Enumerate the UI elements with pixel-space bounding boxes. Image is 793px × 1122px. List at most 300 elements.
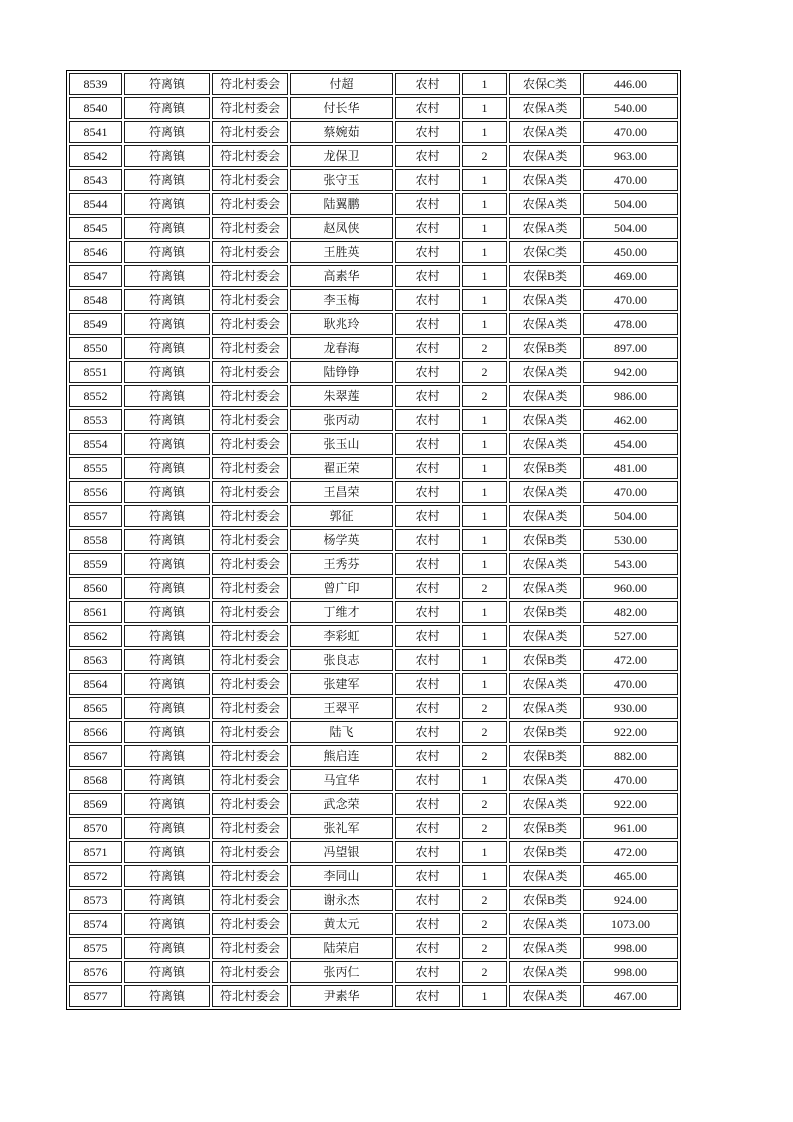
cell-person-count: 2 xyxy=(462,913,507,935)
cell-area-type: 农村 xyxy=(395,625,460,647)
cell-town: 符离镇 xyxy=(124,337,210,359)
cell-serial-number: 8551 xyxy=(69,361,122,383)
table-row xyxy=(69,649,678,671)
cell-insurance-class: 农保C类 xyxy=(509,73,581,95)
cell-area-type: 农村 xyxy=(395,673,460,695)
cell-town: 符离镇 xyxy=(124,865,210,887)
cell-serial-number: 8567 xyxy=(69,745,122,767)
cell-amount: 472.00 xyxy=(583,841,678,863)
cell-person-count: 2 xyxy=(462,817,507,839)
cell-person-name: 张礼军 xyxy=(290,817,393,839)
table-row xyxy=(69,193,678,215)
cell-person-name: 李彩虹 xyxy=(290,625,393,647)
cell-town: 符离镇 xyxy=(124,841,210,863)
cell-village-committee: 符北村委会 xyxy=(212,265,288,287)
cell-serial-number: 8552 xyxy=(69,385,122,407)
cell-person-count: 2 xyxy=(462,745,507,767)
cell-village-committee: 符北村委会 xyxy=(212,529,288,551)
cell-serial-number: 8547 xyxy=(69,265,122,287)
cell-person-count: 2 xyxy=(462,361,507,383)
cell-serial-number: 8549 xyxy=(69,313,122,335)
cell-town: 符离镇 xyxy=(124,553,210,575)
cell-person-name: 张玉山 xyxy=(290,433,393,455)
cell-person-name: 陆铮铮 xyxy=(290,361,393,383)
cell-person-count: 2 xyxy=(462,721,507,743)
cell-person-count: 1 xyxy=(462,97,507,119)
cell-town: 符离镇 xyxy=(124,769,210,791)
cell-insurance-class: 农保A类 xyxy=(509,433,581,455)
cell-town: 符离镇 xyxy=(124,361,210,383)
cell-serial-number: 8559 xyxy=(69,553,122,575)
cell-town: 符离镇 xyxy=(124,409,210,431)
cell-person-name: 赵凤侠 xyxy=(290,217,393,239)
cell-area-type: 农村 xyxy=(395,721,460,743)
cell-area-type: 农村 xyxy=(395,769,460,791)
cell-town: 符离镇 xyxy=(124,529,210,551)
cell-town: 符离镇 xyxy=(124,169,210,191)
cell-area-type: 农村 xyxy=(395,73,460,95)
cell-serial-number: 8571 xyxy=(69,841,122,863)
cell-serial-number: 8539 xyxy=(69,73,122,95)
cell-area-type: 农村 xyxy=(395,457,460,479)
cell-person-name: 武念荣 xyxy=(290,793,393,815)
cell-area-type: 农村 xyxy=(395,793,460,815)
cell-amount: 998.00 xyxy=(583,961,678,983)
cell-amount: 1073.00 xyxy=(583,913,678,935)
cell-amount: 467.00 xyxy=(583,985,678,1007)
cell-serial-number: 8548 xyxy=(69,289,122,311)
cell-amount: 922.00 xyxy=(583,721,678,743)
cell-person-count: 1 xyxy=(462,73,507,95)
cell-area-type: 农村 xyxy=(395,145,460,167)
cell-person-count: 2 xyxy=(462,697,507,719)
cell-village-committee: 符北村委会 xyxy=(212,865,288,887)
cell-town: 符离镇 xyxy=(124,697,210,719)
table-row xyxy=(69,97,678,119)
cell-area-type: 农村 xyxy=(395,169,460,191)
cell-area-type: 农村 xyxy=(395,961,460,983)
cell-insurance-class: 农保A类 xyxy=(509,697,581,719)
cell-serial-number: 8540 xyxy=(69,97,122,119)
cell-serial-number: 8566 xyxy=(69,721,122,743)
cell-amount: 465.00 xyxy=(583,865,678,887)
cell-area-type: 农村 xyxy=(395,937,460,959)
cell-village-committee: 符北村委会 xyxy=(212,553,288,575)
cell-amount: 446.00 xyxy=(583,73,678,95)
cell-area-type: 农村 xyxy=(395,601,460,623)
cell-person-count: 1 xyxy=(462,241,507,263)
cell-town: 符离镇 xyxy=(124,649,210,671)
cell-town: 符离镇 xyxy=(124,385,210,407)
cell-person-name: 李同山 xyxy=(290,865,393,887)
cell-amount: 450.00 xyxy=(583,241,678,263)
cell-amount: 540.00 xyxy=(583,97,678,119)
cell-area-type: 农村 xyxy=(395,985,460,1007)
cell-village-committee: 符北村委会 xyxy=(212,193,288,215)
cell-amount: 963.00 xyxy=(583,145,678,167)
table-row xyxy=(69,961,678,983)
cell-village-committee: 符北村委会 xyxy=(212,601,288,623)
cell-serial-number: 8575 xyxy=(69,937,122,959)
cell-person-count: 1 xyxy=(462,217,507,239)
cell-area-type: 农村 xyxy=(395,553,460,575)
cell-insurance-class: 农保A类 xyxy=(509,193,581,215)
cell-person-name: 王胜英 xyxy=(290,241,393,263)
cell-insurance-class: 农保A类 xyxy=(509,361,581,383)
cell-area-type: 农村 xyxy=(395,313,460,335)
cell-area-type: 农村 xyxy=(395,121,460,143)
table-row xyxy=(69,241,678,263)
cell-person-count: 1 xyxy=(462,289,507,311)
table-row xyxy=(69,553,678,575)
cell-town: 符离镇 xyxy=(124,817,210,839)
table-row xyxy=(69,529,678,551)
cell-amount: 504.00 xyxy=(583,505,678,527)
cell-insurance-class: 农保B类 xyxy=(509,745,581,767)
cell-area-type: 农村 xyxy=(395,97,460,119)
cell-insurance-class: 农保A类 xyxy=(509,769,581,791)
cell-person-name: 耿兆玲 xyxy=(290,313,393,335)
cell-amount: 482.00 xyxy=(583,601,678,623)
cell-village-committee: 符北村委会 xyxy=(212,961,288,983)
cell-area-type: 农村 xyxy=(395,505,460,527)
cell-person-name: 龙春海 xyxy=(290,337,393,359)
cell-area-type: 农村 xyxy=(395,217,460,239)
cell-serial-number: 8553 xyxy=(69,409,122,431)
cell-village-committee: 符北村委会 xyxy=(212,937,288,959)
table-row xyxy=(69,505,678,527)
table-row xyxy=(69,577,678,599)
table-row xyxy=(69,481,678,503)
cell-amount: 960.00 xyxy=(583,577,678,599)
cell-insurance-class: 农保B类 xyxy=(509,649,581,671)
cell-amount: 930.00 xyxy=(583,697,678,719)
cell-area-type: 农村 xyxy=(395,697,460,719)
cell-serial-number: 8561 xyxy=(69,601,122,623)
cell-village-committee: 符北村委会 xyxy=(212,841,288,863)
cell-person-count: 1 xyxy=(462,601,507,623)
cell-insurance-class: 农保A类 xyxy=(509,577,581,599)
cell-person-name: 高素华 xyxy=(290,265,393,287)
cell-insurance-class: 农保A类 xyxy=(509,169,581,191)
cell-village-committee: 符北村委会 xyxy=(212,793,288,815)
cell-person-name: 朱翠莲 xyxy=(290,385,393,407)
cell-person-count: 1 xyxy=(462,121,507,143)
cell-person-name: 王翠平 xyxy=(290,697,393,719)
cell-town: 符离镇 xyxy=(124,673,210,695)
cell-amount: 897.00 xyxy=(583,337,678,359)
cell-village-committee: 符北村委会 xyxy=(212,97,288,119)
cell-serial-number: 8543 xyxy=(69,169,122,191)
cell-person-count: 1 xyxy=(462,457,507,479)
cell-serial-number: 8573 xyxy=(69,889,122,911)
table-row xyxy=(69,913,678,935)
cell-town: 符离镇 xyxy=(124,73,210,95)
cell-insurance-class: 农保A类 xyxy=(509,985,581,1007)
cell-person-count: 1 xyxy=(462,673,507,695)
cell-village-committee: 符北村委会 xyxy=(212,457,288,479)
cell-town: 符离镇 xyxy=(124,505,210,527)
cell-amount: 478.00 xyxy=(583,313,678,335)
cell-insurance-class: 农保A类 xyxy=(509,625,581,647)
table-row xyxy=(69,145,678,167)
cell-town: 符离镇 xyxy=(124,433,210,455)
cell-insurance-class: 农保C类 xyxy=(509,241,581,263)
cell-amount: 922.00 xyxy=(583,793,678,815)
cell-town: 符离镇 xyxy=(124,121,210,143)
cell-town: 符离镇 xyxy=(124,193,210,215)
cell-person-name: 郭征 xyxy=(290,505,393,527)
cell-insurance-class: 农保A类 xyxy=(509,865,581,887)
cell-village-committee: 符北村委会 xyxy=(212,409,288,431)
cell-area-type: 农村 xyxy=(395,433,460,455)
table-row xyxy=(69,721,678,743)
table-row xyxy=(69,985,678,1007)
table-row xyxy=(69,817,678,839)
cell-amount: 470.00 xyxy=(583,481,678,503)
cell-person-count: 1 xyxy=(462,313,507,335)
cell-person-count: 2 xyxy=(462,937,507,959)
cell-village-committee: 符北村委会 xyxy=(212,121,288,143)
table-row xyxy=(69,457,678,479)
cell-area-type: 农村 xyxy=(395,529,460,551)
cell-area-type: 农村 xyxy=(395,193,460,215)
cell-person-name: 张良志 xyxy=(290,649,393,671)
table-row xyxy=(69,73,678,95)
cell-person-count: 1 xyxy=(462,193,507,215)
cell-person-name: 张丙动 xyxy=(290,409,393,431)
cell-insurance-class: 农保B类 xyxy=(509,889,581,911)
cell-amount: 504.00 xyxy=(583,193,678,215)
cell-person-name: 蔡婉茹 xyxy=(290,121,393,143)
table-row xyxy=(69,361,678,383)
cell-area-type: 农村 xyxy=(395,265,460,287)
cell-village-committee: 符北村委会 xyxy=(212,673,288,695)
cell-area-type: 农村 xyxy=(395,481,460,503)
cell-village-committee: 符北村委会 xyxy=(212,697,288,719)
cell-person-name: 付超 xyxy=(290,73,393,95)
table-row xyxy=(69,601,678,623)
cell-amount: 454.00 xyxy=(583,433,678,455)
cell-insurance-class: 农保A类 xyxy=(509,793,581,815)
cell-town: 符离镇 xyxy=(124,577,210,599)
cell-village-committee: 符北村委会 xyxy=(212,985,288,1007)
cell-serial-number: 8565 xyxy=(69,697,122,719)
cell-area-type: 农村 xyxy=(395,385,460,407)
cell-village-committee: 符北村委会 xyxy=(212,745,288,767)
cell-amount: 530.00 xyxy=(583,529,678,551)
table-row xyxy=(69,793,678,815)
cell-amount: 998.00 xyxy=(583,937,678,959)
cell-serial-number: 8550 xyxy=(69,337,122,359)
cell-serial-number: 8545 xyxy=(69,217,122,239)
cell-person-name: 付长华 xyxy=(290,97,393,119)
cell-insurance-class: 农保B类 xyxy=(509,457,581,479)
cell-serial-number: 8570 xyxy=(69,817,122,839)
cell-person-name: 张守玉 xyxy=(290,169,393,191)
cell-insurance-class: 农保A类 xyxy=(509,385,581,407)
cell-amount: 469.00 xyxy=(583,265,678,287)
table-row xyxy=(69,769,678,791)
cell-area-type: 农村 xyxy=(395,241,460,263)
cell-village-committee: 符北村委会 xyxy=(212,505,288,527)
cell-insurance-class: 农保A类 xyxy=(509,913,581,935)
cell-village-committee: 符北村委会 xyxy=(212,577,288,599)
cell-insurance-class: 农保B类 xyxy=(509,721,581,743)
cell-town: 符离镇 xyxy=(124,721,210,743)
cell-person-name: 张建军 xyxy=(290,673,393,695)
cell-insurance-class: 农保A类 xyxy=(509,553,581,575)
cell-person-count: 2 xyxy=(462,337,507,359)
cell-amount: 986.00 xyxy=(583,385,678,407)
cell-village-committee: 符北村委会 xyxy=(212,889,288,911)
cell-area-type: 农村 xyxy=(395,745,460,767)
cell-village-committee: 符北村委会 xyxy=(212,817,288,839)
cell-amount: 462.00 xyxy=(583,409,678,431)
cell-area-type: 农村 xyxy=(395,817,460,839)
cell-serial-number: 8555 xyxy=(69,457,122,479)
cell-amount: 470.00 xyxy=(583,121,678,143)
cell-serial-number: 8556 xyxy=(69,481,122,503)
cell-town: 符离镇 xyxy=(124,913,210,935)
cell-serial-number: 8574 xyxy=(69,913,122,935)
cell-village-committee: 符北村委会 xyxy=(212,361,288,383)
cell-town: 符离镇 xyxy=(124,481,210,503)
cell-person-name: 王秀芬 xyxy=(290,553,393,575)
cell-person-name: 冯望银 xyxy=(290,841,393,863)
cell-insurance-class: 农保B类 xyxy=(509,265,581,287)
cell-person-count: 1 xyxy=(462,481,507,503)
cell-town: 符离镇 xyxy=(124,985,210,1007)
cell-person-name: 陆翼鹏 xyxy=(290,193,393,215)
cell-person-name: 马宜华 xyxy=(290,769,393,791)
roster-table xyxy=(66,70,681,1010)
cell-village-committee: 符北村委会 xyxy=(212,145,288,167)
table-body xyxy=(69,73,678,1007)
cell-town: 符离镇 xyxy=(124,241,210,263)
roster-table-container xyxy=(66,70,681,1010)
cell-insurance-class: 农保B类 xyxy=(509,529,581,551)
cell-person-name: 龙保卫 xyxy=(290,145,393,167)
table-row xyxy=(69,217,678,239)
cell-village-committee: 符北村委会 xyxy=(212,721,288,743)
cell-person-count: 1 xyxy=(462,649,507,671)
cell-village-committee: 符北村委会 xyxy=(212,241,288,263)
cell-person-name: 张丙仁 xyxy=(290,961,393,983)
cell-person-name: 杨学英 xyxy=(290,529,393,551)
table-row xyxy=(69,337,678,359)
cell-town: 符离镇 xyxy=(124,601,210,623)
cell-area-type: 农村 xyxy=(395,649,460,671)
cell-village-committee: 符北村委会 xyxy=(212,73,288,95)
table-row xyxy=(69,169,678,191)
cell-person-name: 李玉梅 xyxy=(290,289,393,311)
cell-person-name: 翟正荣 xyxy=(290,457,393,479)
cell-serial-number: 8563 xyxy=(69,649,122,671)
cell-person-name: 黄太元 xyxy=(290,913,393,935)
cell-insurance-class: 农保B类 xyxy=(509,841,581,863)
cell-town: 符离镇 xyxy=(124,289,210,311)
cell-area-type: 农村 xyxy=(395,865,460,887)
cell-amount: 472.00 xyxy=(583,649,678,671)
cell-area-type: 农村 xyxy=(395,337,460,359)
cell-area-type: 农村 xyxy=(395,577,460,599)
cell-person-count: 2 xyxy=(462,889,507,911)
cell-person-count: 2 xyxy=(462,145,507,167)
cell-amount: 470.00 xyxy=(583,769,678,791)
cell-town: 符离镇 xyxy=(124,97,210,119)
cell-town: 符离镇 xyxy=(124,217,210,239)
cell-insurance-class: 农保A类 xyxy=(509,961,581,983)
cell-person-name: 曾广印 xyxy=(290,577,393,599)
cell-insurance-class: 农保A类 xyxy=(509,289,581,311)
cell-town: 符离镇 xyxy=(124,889,210,911)
cell-village-committee: 符北村委会 xyxy=(212,169,288,191)
cell-person-count: 1 xyxy=(462,769,507,791)
table-row xyxy=(69,865,678,887)
cell-insurance-class: 农保A类 xyxy=(509,937,581,959)
table-row xyxy=(69,121,678,143)
cell-town: 符离镇 xyxy=(124,961,210,983)
table-row xyxy=(69,385,678,407)
cell-insurance-class: 农保B类 xyxy=(509,337,581,359)
cell-insurance-class: 农保A类 xyxy=(509,481,581,503)
cell-amount: 481.00 xyxy=(583,457,678,479)
table-row xyxy=(69,841,678,863)
cell-town: 符离镇 xyxy=(124,265,210,287)
cell-town: 符离镇 xyxy=(124,625,210,647)
cell-insurance-class: 农保A类 xyxy=(509,409,581,431)
table-row xyxy=(69,433,678,455)
cell-person-name: 尹素华 xyxy=(290,985,393,1007)
cell-town: 符离镇 xyxy=(124,313,210,335)
table-row xyxy=(69,673,678,695)
cell-person-count: 1 xyxy=(462,433,507,455)
table-row xyxy=(69,937,678,959)
table-row xyxy=(69,313,678,335)
cell-village-committee: 符北村委会 xyxy=(212,649,288,671)
cell-serial-number: 8557 xyxy=(69,505,122,527)
cell-amount: 882.00 xyxy=(583,745,678,767)
cell-insurance-class: 农保A类 xyxy=(509,97,581,119)
cell-village-committee: 符北村委会 xyxy=(212,313,288,335)
cell-serial-number: 8577 xyxy=(69,985,122,1007)
cell-serial-number: 8564 xyxy=(69,673,122,695)
cell-serial-number: 8572 xyxy=(69,865,122,887)
cell-village-committee: 符北村委会 xyxy=(212,289,288,311)
cell-serial-number: 8541 xyxy=(69,121,122,143)
cell-person-name: 陆荣启 xyxy=(290,937,393,959)
cell-village-committee: 符北村委会 xyxy=(212,913,288,935)
cell-amount: 924.00 xyxy=(583,889,678,911)
cell-insurance-class: 农保A类 xyxy=(509,145,581,167)
table-row xyxy=(69,289,678,311)
cell-area-type: 农村 xyxy=(395,289,460,311)
cell-village-committee: 符北村委会 xyxy=(212,217,288,239)
cell-amount: 470.00 xyxy=(583,289,678,311)
cell-insurance-class: 农保A类 xyxy=(509,217,581,239)
cell-person-count: 1 xyxy=(462,985,507,1007)
cell-person-count: 1 xyxy=(462,409,507,431)
cell-amount: 527.00 xyxy=(583,625,678,647)
cell-amount: 543.00 xyxy=(583,553,678,575)
cell-village-committee: 符北村委会 xyxy=(212,385,288,407)
cell-person-count: 2 xyxy=(462,577,507,599)
cell-serial-number: 8576 xyxy=(69,961,122,983)
table-row xyxy=(69,265,678,287)
cell-area-type: 农村 xyxy=(395,913,460,935)
cell-area-type: 农村 xyxy=(395,889,460,911)
